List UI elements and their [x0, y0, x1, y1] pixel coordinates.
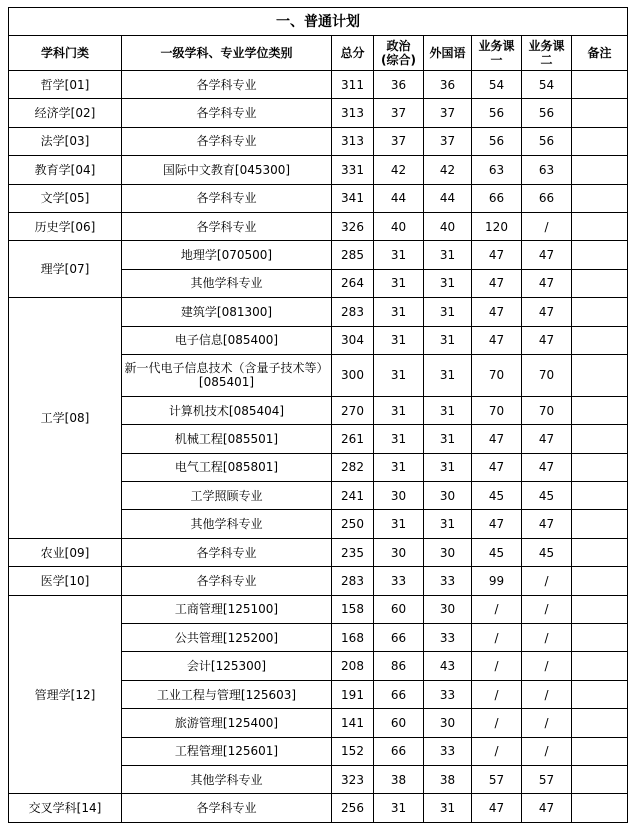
cell-course-2: 47	[522, 510, 572, 538]
cell-total: 283	[332, 298, 374, 326]
cell-major: 计算机技术[085404]	[122, 396, 332, 424]
header-course-1: 业务课 一	[472, 36, 522, 71]
cell-major: 国际中文教育[045300]	[122, 156, 332, 184]
table-row	[9, 794, 628, 822]
table-row	[9, 127, 628, 155]
cell-note	[572, 709, 628, 737]
cell-category: 交叉学科[14]	[9, 794, 122, 822]
cell-course-1: 47	[472, 510, 522, 538]
cell-course-2: 47	[522, 269, 572, 297]
cell-note	[572, 326, 628, 354]
cell-foreign-language: 42	[424, 156, 472, 184]
header-course-2: 业务课 二	[522, 36, 572, 71]
cell-category: 工学[08]	[9, 298, 122, 539]
cell-course-1: 47	[472, 241, 522, 269]
cell-politics: 66	[374, 624, 424, 652]
header-politics: 政治 (综合)	[374, 36, 424, 71]
cell-major: 其他学科专业	[122, 269, 332, 297]
cell-course-2: 47	[522, 453, 572, 481]
cell-total: 313	[332, 99, 374, 127]
cell-total: 304	[332, 326, 374, 354]
cell-total: 152	[332, 737, 374, 765]
score-line-table	[8, 7, 628, 823]
cell-category: 法学[03]	[9, 127, 122, 155]
cell-note	[572, 269, 628, 297]
cell-total: 250	[332, 510, 374, 538]
cell-course-2: 45	[522, 538, 572, 566]
cell-major: 各学科专业	[122, 127, 332, 155]
cell-total: 300	[332, 354, 374, 396]
table-row	[9, 298, 628, 326]
cell-politics: 42	[374, 156, 424, 184]
cell-note	[572, 99, 628, 127]
cell-politics: 31	[374, 241, 424, 269]
cell-category: 文学[05]	[9, 184, 122, 212]
cell-note	[572, 396, 628, 424]
cell-foreign-language: 31	[424, 326, 472, 354]
cell-foreign-language: 30	[424, 482, 472, 510]
cell-politics: 66	[374, 737, 424, 765]
cell-total: 264	[332, 269, 374, 297]
cell-major: 其他学科专业	[122, 510, 332, 538]
cell-foreign-language: 31	[424, 453, 472, 481]
cell-major: 各学科专业	[122, 567, 332, 595]
cell-major: 公共管理[125200]	[122, 624, 332, 652]
cell-course-2: 56	[522, 127, 572, 155]
cell-note	[572, 241, 628, 269]
table-row	[9, 156, 628, 184]
cell-category: 管理学[12]	[9, 595, 122, 794]
cell-major: 旅游管理[125400]	[122, 709, 332, 737]
cell-foreign-language: 43	[424, 652, 472, 680]
cell-course-1: 47	[472, 425, 522, 453]
cell-course-2: 47	[522, 326, 572, 354]
cell-course-1: /	[472, 624, 522, 652]
cell-course-2: 70	[522, 354, 572, 396]
cell-politics: 37	[374, 127, 424, 155]
cell-note	[572, 510, 628, 538]
cell-major: 会计[125300]	[122, 652, 332, 680]
cell-foreign-language: 44	[424, 184, 472, 212]
cell-total: 208	[332, 652, 374, 680]
cell-course-2: 47	[522, 425, 572, 453]
cell-note	[572, 156, 628, 184]
cell-total: 341	[332, 184, 374, 212]
cell-course-2: 54	[522, 71, 572, 99]
cell-category: 理学[07]	[9, 241, 122, 298]
table-body	[9, 71, 628, 823]
cell-politics: 36	[374, 71, 424, 99]
cell-total: 256	[332, 794, 374, 822]
cell-major: 电子信息[085400]	[122, 326, 332, 354]
header-major: 一级学科、专业学位类别	[122, 36, 332, 71]
cell-total: 235	[332, 538, 374, 566]
cell-politics: 86	[374, 652, 424, 680]
cell-major: 各学科专业	[122, 184, 332, 212]
cell-course-1: 63	[472, 156, 522, 184]
cell-foreign-language: 37	[424, 99, 472, 127]
cell-course-1: /	[472, 737, 522, 765]
table-row	[9, 212, 628, 240]
cell-course-1: 70	[472, 396, 522, 424]
cell-politics: 31	[374, 510, 424, 538]
cell-foreign-language: 31	[424, 241, 472, 269]
cell-note	[572, 453, 628, 481]
cell-politics: 60	[374, 595, 424, 623]
cell-note	[572, 652, 628, 680]
cell-course-1: 54	[472, 71, 522, 99]
cell-total: 323	[332, 765, 374, 793]
cell-foreign-language: 36	[424, 71, 472, 99]
cell-course-1: 57	[472, 765, 522, 793]
cell-major: 新一代电子信息技术（含量子技术等）[085401]	[122, 354, 332, 396]
cell-politics: 60	[374, 709, 424, 737]
cell-major: 各学科专业	[122, 794, 332, 822]
cell-politics: 31	[374, 396, 424, 424]
cell-politics: 66	[374, 680, 424, 708]
cell-course-2: 57	[522, 765, 572, 793]
cell-foreign-language: 30	[424, 595, 472, 623]
cell-note	[572, 538, 628, 566]
cell-course-2: /	[522, 652, 572, 680]
cell-course-2: 63	[522, 156, 572, 184]
header-foreign-language: 外国语	[424, 36, 472, 71]
table-title: 一、普通计划	[9, 8, 628, 36]
cell-course-1: 47	[472, 269, 522, 297]
cell-course-2: /	[522, 737, 572, 765]
cell-note	[572, 680, 628, 708]
cell-course-1: 56	[472, 99, 522, 127]
cell-course-2: /	[522, 709, 572, 737]
cell-major: 工商管理[125100]	[122, 595, 332, 623]
cell-politics: 31	[374, 298, 424, 326]
cell-course-2: /	[522, 567, 572, 595]
cell-politics: 31	[374, 425, 424, 453]
cell-note	[572, 765, 628, 793]
cell-major: 各学科专业	[122, 99, 332, 127]
cell-total: 285	[332, 241, 374, 269]
cell-note	[572, 567, 628, 595]
cell-course-1: 45	[472, 482, 522, 510]
cell-note	[572, 71, 628, 99]
cell-foreign-language: 33	[424, 737, 472, 765]
cell-foreign-language: 37	[424, 127, 472, 155]
cell-category: 农业[09]	[9, 538, 122, 566]
cell-major: 各学科专业	[122, 538, 332, 566]
cell-category: 历史学[06]	[9, 212, 122, 240]
cell-note	[572, 298, 628, 326]
cell-course-1: /	[472, 652, 522, 680]
cell-total: 282	[332, 453, 374, 481]
cell-course-2: 56	[522, 99, 572, 127]
cell-category: 哲学[01]	[9, 71, 122, 99]
cell-course-1: /	[472, 680, 522, 708]
table-row	[9, 538, 628, 566]
table-row	[9, 567, 628, 595]
cell-foreign-language: 33	[424, 624, 472, 652]
cell-major: 电气工程[085801]	[122, 453, 332, 481]
cell-foreign-language: 38	[424, 765, 472, 793]
cell-category: 教育学[04]	[9, 156, 122, 184]
cell-major: 机械工程[085501]	[122, 425, 332, 453]
cell-note	[572, 212, 628, 240]
cell-course-1: /	[472, 709, 522, 737]
cell-total: 311	[332, 71, 374, 99]
table-row	[9, 71, 628, 99]
cell-course-2: /	[522, 624, 572, 652]
header-total: 总分	[332, 36, 374, 71]
cell-course-1: 47	[472, 453, 522, 481]
cell-politics: 33	[374, 567, 424, 595]
header-row	[9, 36, 628, 71]
cell-note	[572, 184, 628, 212]
cell-note	[572, 737, 628, 765]
cell-politics: 31	[374, 269, 424, 297]
cell-politics: 30	[374, 482, 424, 510]
cell-course-2: 47	[522, 794, 572, 822]
cell-total: 168	[332, 624, 374, 652]
cell-course-1: 47	[472, 326, 522, 354]
cell-note	[572, 624, 628, 652]
cell-foreign-language: 40	[424, 212, 472, 240]
cell-foreign-language: 33	[424, 680, 472, 708]
cell-politics: 31	[374, 794, 424, 822]
cell-foreign-language: 31	[424, 425, 472, 453]
cell-major: 其他学科专业	[122, 765, 332, 793]
cell-major: 建筑学[081300]	[122, 298, 332, 326]
cell-note	[572, 425, 628, 453]
cell-politics: 31	[374, 354, 424, 396]
table-row	[9, 99, 628, 127]
cell-course-1: 70	[472, 354, 522, 396]
cell-total: 261	[332, 425, 374, 453]
cell-major: 工业工程与管理[125603]	[122, 680, 332, 708]
cell-total: 331	[332, 156, 374, 184]
header-category: 学科门类	[9, 36, 122, 71]
header-note: 备注	[572, 36, 628, 71]
table-row	[9, 184, 628, 212]
table-row	[9, 595, 628, 623]
cell-foreign-language: 31	[424, 298, 472, 326]
cell-course-1: 45	[472, 538, 522, 566]
cell-note	[572, 482, 628, 510]
cell-foreign-language: 31	[424, 510, 472, 538]
cell-course-1: 56	[472, 127, 522, 155]
cell-total: 191	[332, 680, 374, 708]
cell-total: 270	[332, 396, 374, 424]
cell-course-2: /	[522, 680, 572, 708]
cell-major: 各学科专业	[122, 212, 332, 240]
cell-politics: 40	[374, 212, 424, 240]
cell-course-2: 45	[522, 482, 572, 510]
cell-category: 经济学[02]	[9, 99, 122, 127]
cell-course-1: /	[472, 595, 522, 623]
cell-course-2: /	[522, 212, 572, 240]
cell-course-2: 47	[522, 241, 572, 269]
cell-politics: 37	[374, 99, 424, 127]
cell-politics: 31	[374, 326, 424, 354]
cell-major: 工程管理[125601]	[122, 737, 332, 765]
cell-course-1: 120	[472, 212, 522, 240]
cell-category: 医学[10]	[9, 567, 122, 595]
cell-politics: 30	[374, 538, 424, 566]
cell-course-1: 47	[472, 794, 522, 822]
cell-note	[572, 354, 628, 396]
cell-foreign-language: 31	[424, 794, 472, 822]
cell-note	[572, 794, 628, 822]
cell-politics: 38	[374, 765, 424, 793]
cell-foreign-language: 31	[424, 354, 472, 396]
cell-foreign-language: 30	[424, 538, 472, 566]
cell-politics: 31	[374, 453, 424, 481]
cell-note	[572, 595, 628, 623]
cell-course-1: 66	[472, 184, 522, 212]
cell-major: 各学科专业	[122, 71, 332, 99]
table-row	[9, 241, 628, 269]
cell-total: 283	[332, 567, 374, 595]
cell-major: 工学照顾专业	[122, 482, 332, 510]
cell-note	[572, 127, 628, 155]
cell-politics: 44	[374, 184, 424, 212]
cell-total: 158	[332, 595, 374, 623]
cell-total: 326	[332, 212, 374, 240]
cell-course-1: 99	[472, 567, 522, 595]
cell-major: 地理学[070500]	[122, 241, 332, 269]
cell-total: 241	[332, 482, 374, 510]
cell-course-1: 47	[472, 298, 522, 326]
cell-total: 141	[332, 709, 374, 737]
cell-foreign-language: 30	[424, 709, 472, 737]
cell-course-2: /	[522, 595, 572, 623]
cell-course-2: 47	[522, 298, 572, 326]
cell-course-2: 66	[522, 184, 572, 212]
cell-course-2: 70	[522, 396, 572, 424]
cell-total: 313	[332, 127, 374, 155]
cell-foreign-language: 31	[424, 396, 472, 424]
cell-foreign-language: 33	[424, 567, 472, 595]
cell-foreign-language: 31	[424, 269, 472, 297]
